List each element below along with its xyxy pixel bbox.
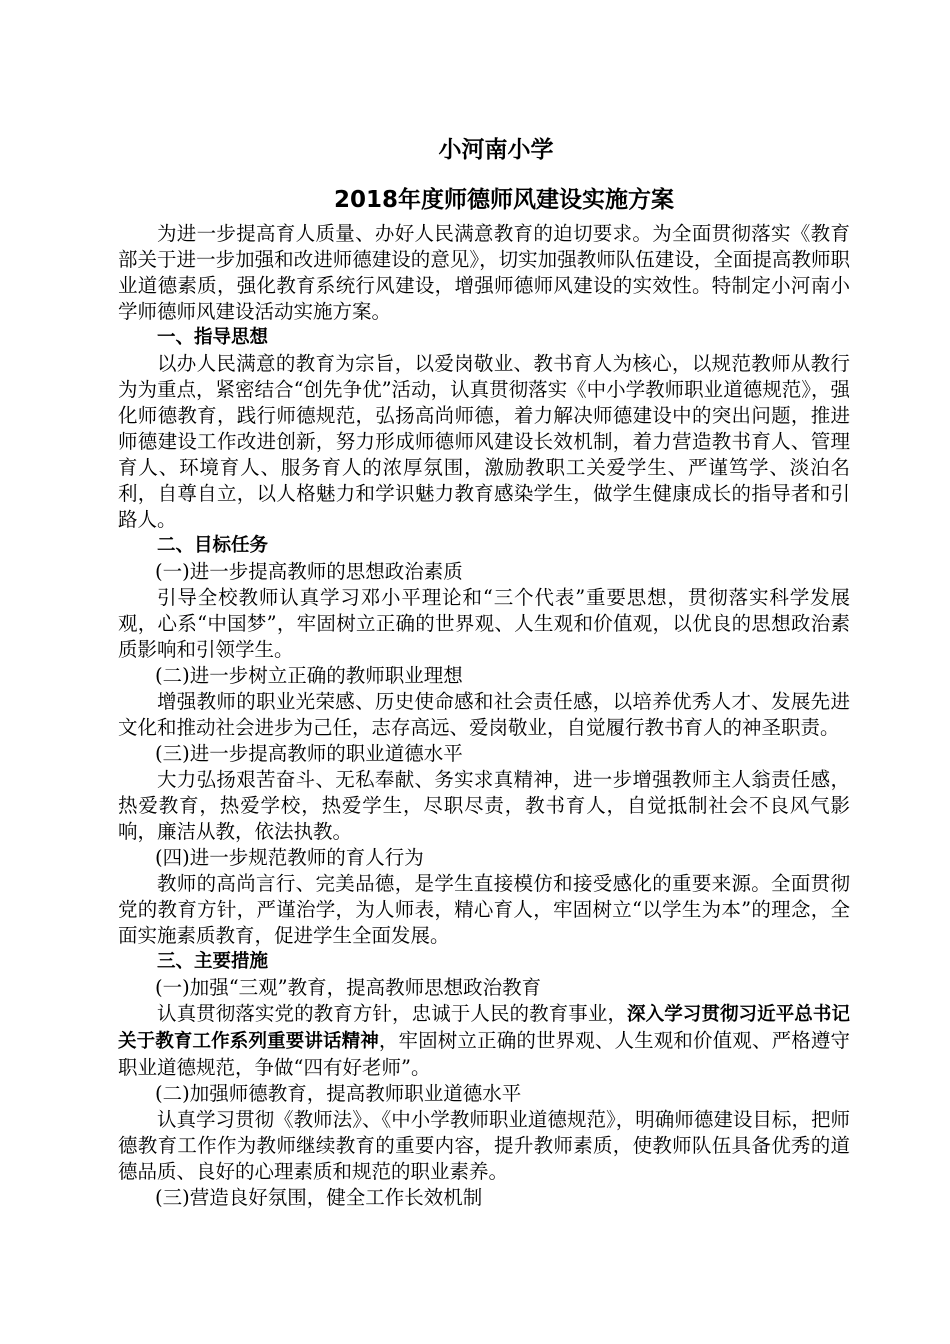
- document-body: [118, 133, 850, 1211]
- section-2-1-heading: (一)进一步提高教师的思想政治素质: [155, 560, 463, 583]
- section-3-1-heading: (一)加强“三观”教育，提高教师思想政治教育: [155, 976, 542, 999]
- section-3-2-heading: (二)加强师德教育，提高教师职业道德水平: [155, 1082, 522, 1105]
- section-3-1-text-start: 认真贯彻落实党的教育方针，忠诚于人民的教育事业，: [157, 1002, 628, 1025]
- section-3-heading: 三、主要措施: [157, 951, 269, 972]
- section-2-2-text: 增强教师的职业光荣感、历史使命感和社会责任感，以培养优秀人才、发展先进文化和推动社会进步为己任，志存高远、爱岗敬业，自觉履行教书育人的神圣职责。: [118, 690, 850, 739]
- section-2-3-text: 大力弘扬艰苦奋斗、无私奉献、务实求真精神，进一步增强教师主人翁责任感，热爱教育，热爱学校，热爱学生，尽职尽责，教书育人，自觉抵制社会不良风气影响，廉洁从教，依法执教。: [118, 768, 850, 843]
- section-3-2-text: 认真学习贯彻《教师法》、《中小学教师职业道德规范》，明确师德建设目标，把师德教育工作作为教师继续教育的重要内容，提升教师素质，使教师队伍具备优秀的道德品质、良好的心理素质和规范的职业素养。: [118, 1108, 850, 1183]
- intro-paragraph: 为进一步提高育人质量、办好人民满意教育的迫切要求。为全面贯彻落实《教育部关于进一步加强和改进师德建设的意见》，切实加强教师队伍建设，全面提高教师职业道德素质，强化教育系统行风建设，增强师德师风建设的实效性。特制定小河南小学师德师风建设活动实施方案。: [118, 222, 850, 323]
- section-3-1-text-end: ，牢固树立正确的世界观、人生观和价值观、严格遵守职业道德规范，争做“四有好老师”。: [118, 1029, 850, 1079]
- section-3-1-text-bold: 深入学习贯彻习近平总书记关于教育工作系列重要讲话精神: [118, 1004, 850, 1052]
- section-2-1-text: 引导全校教师认真学习邓小平理论和“三个代表”重要思想，贯彻落实科学发展观，心系“中国梦”，牢固树立正确的世界观、人生观和价值观，以优良的思想政治素质影响和引领学生。: [118, 586, 850, 661]
- section-2-4-text: 教师的高尚言行、完美品德，是学生直接模仿和接受感化的重要来源。全面贯彻党的教育方针，严谨治学，为人师表，精心育人，牢固树立“以学生为本”的理念，全面实施素质教育，促进学生全面发展。: [118, 872, 850, 947]
- section-2-4-heading: (四)进一步规范教师的育人行为: [155, 846, 424, 869]
- school-name: 小河南小学: [438, 137, 554, 163]
- section-3-1-text: [118, 1001, 850, 1081]
- section-3-3-heading: (三)营造良好氛围，健全工作长效机制: [155, 1186, 483, 1209]
- section-2-heading: 二、目标任务: [157, 535, 269, 556]
- document-title: 2018年度师德师风建设实施方案: [333, 187, 674, 213]
- section-2-2-heading: (二)进一步树立正确的教师职业理想: [155, 664, 463, 687]
- section-1-text: 以办人民满意的教育为宗旨，以爱岗敬业、教书育人为核心，以规范教师从教行为为重点，紧密结合“创先争优”活动，认真贯彻落实《中小学教师职业道德规范》，强化师德教育，践行师德规范，弘扬高尚师德，着力解决师德建设中的突出问题，推进师德建设工作改进创新，努力形成师德师风建设长效机制，着力营造教书育人、管理育人、环境育人、服务育人的浓厚氛围，激励教职工关爱学生、严谨笃学、淡泊名利，自尊自立，以人格魅力和学识魅力教育感染学生，做学生健康成长的指导者和引路人。: [118, 352, 850, 531]
- section-1-heading: 一、指导思想: [157, 327, 269, 348]
- section-2-3-heading: (三)进一步提高教师的职业道德水平: [155, 742, 463, 765]
